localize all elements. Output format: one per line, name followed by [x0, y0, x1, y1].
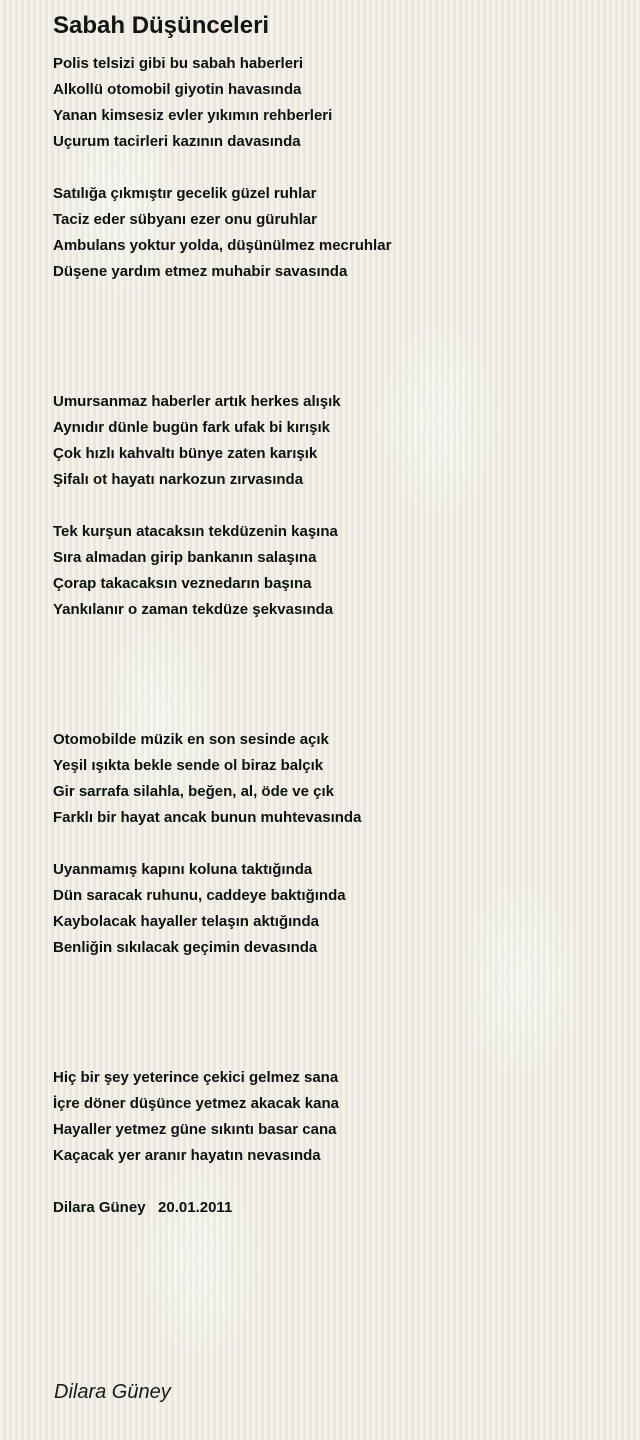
stanza-spacer	[53, 831, 613, 857]
poem-line: Yanan kimsesiz evler yıkımın rehberleri	[53, 107, 333, 124]
poem-line: Aynıdır dünle bugün fark ufak bi kırışık	[53, 419, 330, 436]
poem-line: Alkollü otomobil giyotin havasında	[53, 81, 302, 98]
poem-body	[53, 51, 613, 1221]
poem-line: Uçurum tacirleri kazının davasında	[53, 133, 301, 150]
stanza	[53, 51, 613, 155]
poem-line: Farklı bir hayat ancak bunun muhtevasında	[53, 809, 362, 826]
poem-line: Dün saracak ruhunu, caddeye baktığında	[53, 887, 346, 904]
stanza	[53, 389, 613, 493]
poem-line: Ambulans yoktur yolda, düşünülmez mecruhlar	[53, 237, 392, 254]
poem-line: Gir sarrafa silahla, beğen, al, öde ve çık	[53, 783, 334, 800]
author-signature: Dilara Güney	[54, 1381, 171, 1403]
poem-line: Yeşil ışıkta bekle sende ol biraz balçık	[53, 757, 324, 774]
stanza-spacer	[53, 493, 613, 519]
poem-line: Uyanmamış kapını koluna taktığında	[53, 861, 313, 878]
author-date: Dilara Güney 20.01.2011	[53, 1199, 233, 1216]
stanza	[53, 519, 613, 623]
poem-line: Hayaller yetmez güne sıkıntı basar cana	[53, 1121, 337, 1138]
stanza	[53, 857, 613, 961]
stanza-spacer	[53, 1169, 613, 1195]
poem-line: Çorap takacaksın veznedarın başına	[53, 575, 312, 592]
poem-line: Umursanmaz haberler artık herkes alışık	[53, 393, 341, 410]
poem-line: Şifalı ot hayatı narkozun zırvasında	[53, 471, 304, 488]
stanza	[53, 1065, 613, 1169]
poem-line: Sıra almadan girip bankanın salaşına	[53, 549, 317, 566]
poem-line: Polis telsizi gibi bu sabah haberleri	[53, 55, 304, 72]
poem-line: Benliğin sıkılacak geçimin devasında	[53, 939, 318, 956]
section-spacer	[53, 623, 613, 727]
poem-line: Tek kurşun atacaksın tekdüzenin kaşına	[53, 523, 338, 540]
poem-line: Taciz eder sübyanı ezer onu güruhlar	[53, 211, 317, 228]
stanza-spacer	[53, 155, 613, 181]
stanza	[53, 181, 613, 285]
poem-line: Düşene yardım etmez muhabir savasında	[53, 263, 348, 280]
poem-line: Hiç bir şey yeterince çekici gelmez sana	[53, 1069, 339, 1086]
poem-title: Sabah Düşünceleri	[53, 12, 270, 39]
poem-line: İçre döner düşünce yetmez akacak kana	[53, 1095, 339, 1112]
poem-line: Otomobilde müzik en son sesinde açık	[53, 731, 329, 748]
stanza	[53, 727, 613, 831]
section-spacer	[53, 285, 613, 389]
poem-line: Satılığa çıkmıştır gecelik güzel ruhlar	[53, 185, 317, 202]
poem-line: Kaybolacak hayaller telaşın aktığında	[53, 913, 319, 930]
poem-line: Kaçacak yer aranır hayatın nevasında	[53, 1147, 321, 1164]
section-spacer	[53, 961, 613, 1065]
poem-line: Yankılanır o zaman tekdüze şekvasında	[53, 601, 334, 618]
poem-line: Çok hızlı kahvaltı bünye zaten karışık	[53, 445, 318, 462]
